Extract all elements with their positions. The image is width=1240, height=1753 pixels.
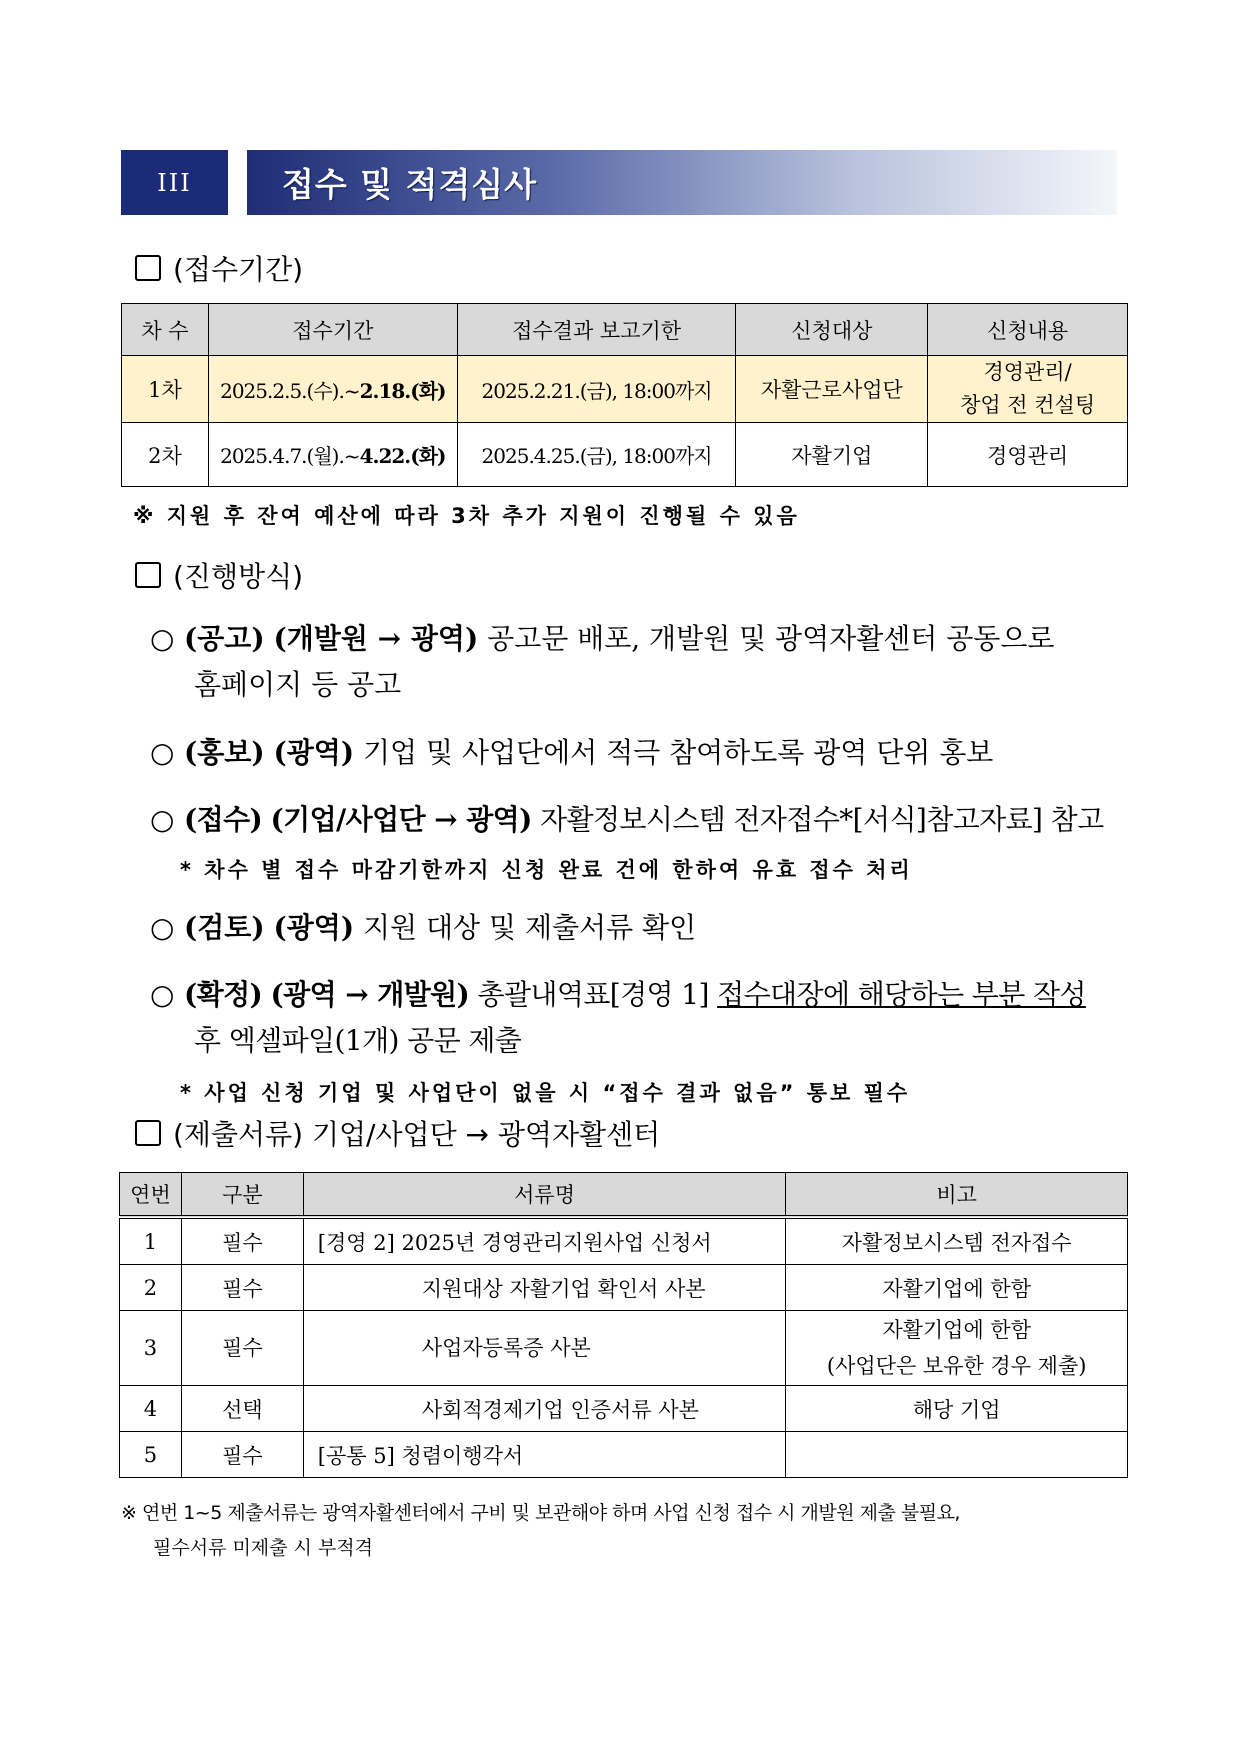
header-cell: 신청내용 [928, 304, 1128, 356]
document-name-cell: [공통 5] 청렴이행각서 [303, 1432, 786, 1478]
item-text-underlined: 접수대장에 해당하는 부분 작성 [717, 978, 1086, 1011]
type-cell: 필수 [181, 1265, 303, 1311]
checkbox-square-icon [135, 255, 161, 281]
remark-line: 자활기업에 한함 [882, 1318, 1032, 1342]
section-title: (접수기간) [173, 253, 304, 286]
circle-bullet-icon: ○ [150, 978, 174, 1011]
process-item-receipt [150, 797, 1130, 843]
content-cell: 경영관리 [928, 423, 1128, 487]
section-title: (제출서류) 기업/사업단 → 광역자활센터 [173, 1118, 661, 1151]
documents-footnote-line2: 필수서류 미제출 시 부적격 [153, 1537, 374, 1559]
header-cell: 비고 [786, 1173, 1128, 1218]
item-tag: (공고) [184, 622, 265, 655]
section-documents [135, 1113, 660, 1153]
target-cell: 자활근로사업단 [736, 356, 928, 423]
item-text-continued: 홈페이지 등 공고 [194, 668, 402, 701]
period-end: 2.18.(화) [359, 378, 446, 403]
table-row [122, 423, 1128, 487]
header-cell: 접수기간 [208, 304, 457, 356]
item-text: 자활정보시스템 전자접수*[서식]참고자료] 참고 [540, 803, 1104, 836]
round-cell: 1차 [122, 356, 209, 423]
item-text: 공고문 배포, 개발원 및 광역자활센터 공동으로 [487, 622, 1055, 655]
period-start: 2025.2.5.(수).~ [220, 378, 360, 403]
table-row [120, 1265, 1128, 1311]
period-cell [208, 356, 457, 423]
remark-cell: 자활정보시스템 전자접수 [786, 1217, 1128, 1265]
section-title: (진행방식) [173, 560, 304, 593]
remark-cell: 자활기업에 한함 [786, 1265, 1128, 1311]
chapter-title: 접수 및 적격심사 [282, 165, 538, 204]
chapter-number: III [121, 150, 228, 215]
type-cell: 필수 [181, 1217, 303, 1265]
document-name-cell: [경영 2] 2025년 경영관리지원사업 신청서 [303, 1217, 786, 1265]
report-deadline-cell: 2025.4.25.(금), 18:00까지 [457, 423, 736, 487]
item-text: 지원 대상 및 제출서류 확인 [363, 911, 697, 944]
item-text: 기업 및 사업단에서 적극 참여하도록 광역 단위 홍보 [363, 736, 994, 769]
remark-line: (사업단은 보유한 경우 제출) [826, 1354, 1087, 1378]
target-cell: 자활기업 [736, 423, 928, 487]
item-flow: (광역) [273, 736, 355, 769]
item-flow: (광역 → 개발원) [270, 978, 470, 1011]
no-cell: 1 [120, 1217, 182, 1265]
header-cell: 서류명 [303, 1173, 786, 1218]
schedule-table [121, 303, 1128, 487]
header-cell: 접수결과 보고기한 [457, 304, 736, 356]
item-tag: (홍보) [184, 736, 265, 769]
no-cell: 5 [120, 1432, 182, 1478]
header-cell: 구분 [181, 1173, 303, 1218]
period-end: 4.22.(화) [359, 444, 446, 468]
section-process [135, 555, 303, 595]
content-line: 경영관리/ [983, 360, 1072, 384]
header-cell: 차 수 [122, 304, 209, 356]
type-cell: 선택 [181, 1386, 303, 1432]
round-cell: 2차 [122, 423, 209, 487]
table-header-row [120, 1173, 1128, 1218]
circle-bullet-icon: ○ [150, 622, 175, 655]
process-item-promotion [150, 730, 1130, 776]
confirmation-footnote: * 사업 신청 기업 및 사업단이 없을 시 “접수 결과 없음” 통보 필수 [180, 1081, 911, 1105]
no-cell: 3 [120, 1311, 182, 1386]
process-item-announcement [150, 616, 1130, 708]
table-row [120, 1217, 1128, 1265]
item-flow: (광역) [273, 911, 355, 944]
type-cell: 필수 [181, 1311, 303, 1386]
header-cell: 신청대상 [736, 304, 928, 356]
checkbox-square-icon [135, 562, 161, 588]
receipt-footnote: * 차수 별 접수 마감기한까지 신청 완료 건에 한하여 유효 접수 처리 [180, 858, 913, 882]
no-cell: 2 [120, 1265, 182, 1311]
section-receipt-period [135, 248, 303, 288]
documents-footnote-line1: ※ 연번 1~5 제출서류는 광역자활센터에서 구비 및 보관해야 하며 사업 신청 접수 시 개발원 제출 불필요, [121, 1502, 960, 1524]
remark-cell: 해당 기업 [786, 1386, 1128, 1432]
content-cell [928, 356, 1128, 423]
remark-cell [786, 1311, 1128, 1386]
item-text-continued: 후 엑셀파일(1개) 공문 제출 [194, 1024, 522, 1057]
table-row [120, 1386, 1128, 1432]
checkbox-square-icon [135, 1120, 161, 1146]
table-header-row [122, 304, 1128, 356]
chapter-title-bar [247, 150, 1117, 215]
period-start: 2025.4.7.(월).~ [220, 444, 360, 468]
table-row [120, 1311, 1128, 1386]
document-name-cell: 사회적경제기업 인증서류 사본 [303, 1386, 786, 1432]
note-additional-round: ※ 지원 후 잔여 예산에 따라 3차 추가 지원이 진행될 수 있음 [133, 504, 800, 528]
item-tag: (확정) [184, 978, 263, 1011]
document-name-cell: 사업자등록증 사본 [303, 1311, 786, 1386]
document-name-cell: 지원대상 자활기업 확인서 사본 [303, 1265, 786, 1311]
documents-table [119, 1172, 1128, 1478]
process-item-confirmation [150, 972, 1130, 1064]
table-row [120, 1432, 1128, 1478]
no-cell: 4 [120, 1386, 182, 1432]
item-tag: (접수) [184, 803, 263, 836]
remark-cell [786, 1432, 1128, 1478]
circle-bullet-icon: ○ [150, 803, 174, 836]
header-cell: 연번 [120, 1173, 182, 1218]
process-item-review [150, 905, 1130, 951]
circle-bullet-icon: ○ [150, 736, 175, 769]
type-cell: 필수 [181, 1432, 303, 1478]
item-text: 총괄내역표[경영 1] [477, 978, 709, 1011]
item-flow: (기업/사업단 → 광역) [270, 803, 532, 836]
circle-bullet-icon: ○ [150, 911, 175, 944]
period-cell [208, 423, 457, 487]
table-row [122, 356, 1128, 423]
content-line: 창업 전 컨설팅 [960, 393, 1096, 417]
report-deadline-cell: 2025.2.21.(금), 18:00까지 [457, 356, 736, 423]
item-flow: (개발원 → 광역) [273, 622, 479, 655]
item-tag: (검토) [184, 911, 265, 944]
